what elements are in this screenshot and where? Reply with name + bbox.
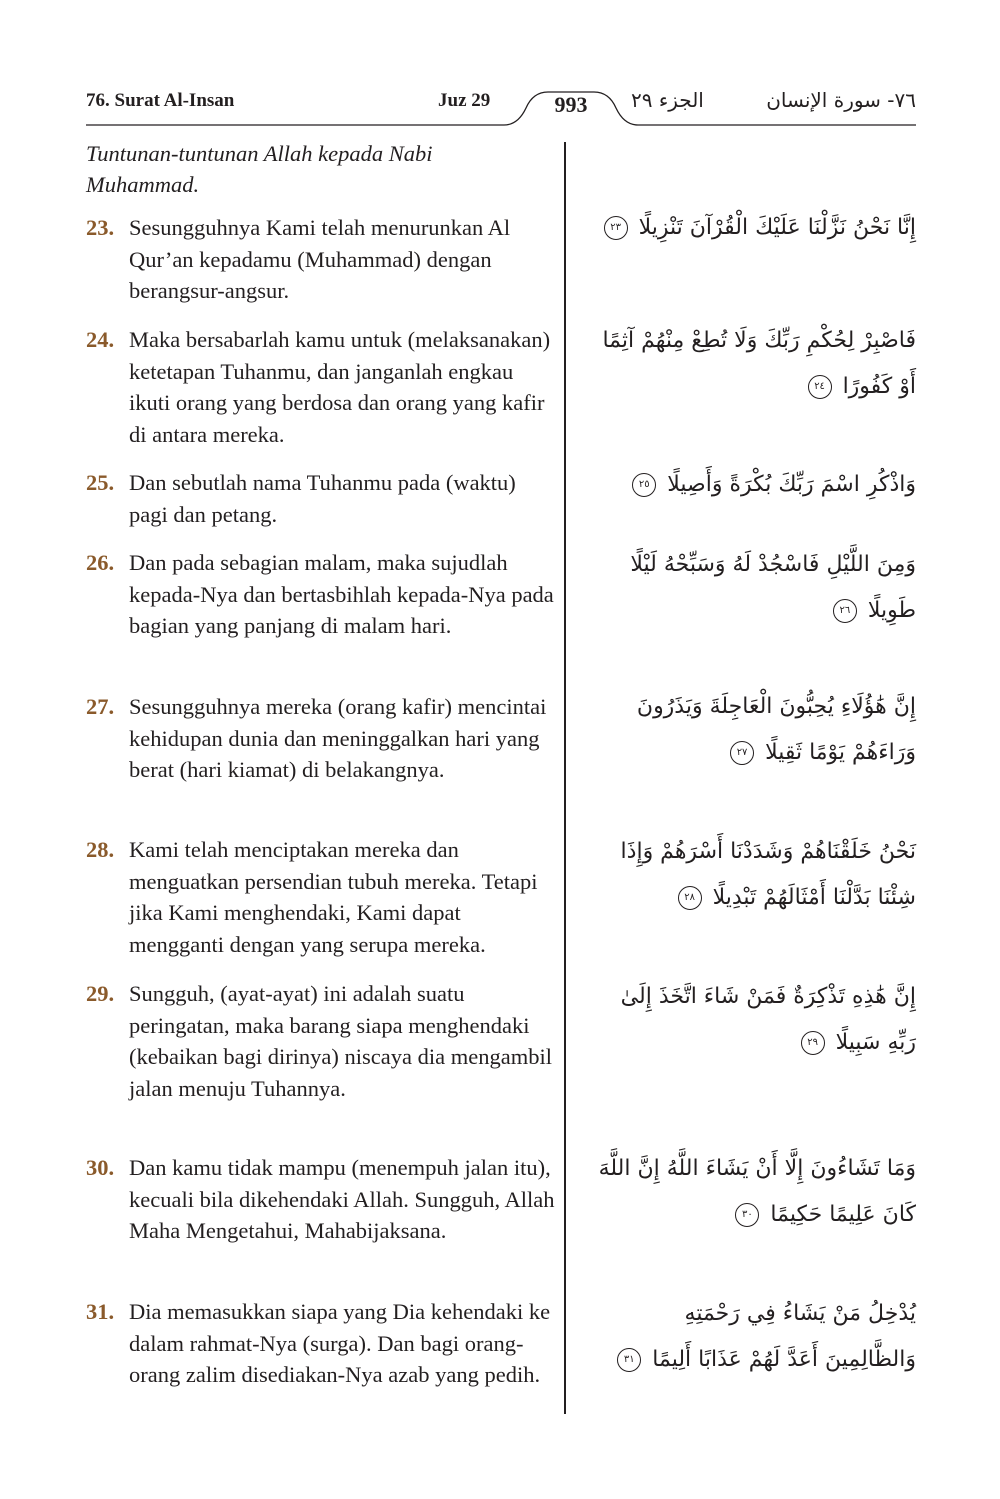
verse-translation: Dan kamu tidak mampu (menempuh jalan itu), kecuali bila dikehendaki Allah. Sungguh, Allah Maha Mengetahui, Mahabijaksana. (129, 1155, 555, 1243)
verse-number: 27. (86, 694, 115, 719)
verse-translation: Dan pada sebagian malam, maka sujudlah kepada-Nya dan bertasbihlah kepada-Nya pada bagian yang panjang di malam hari. (129, 550, 554, 638)
verse-number: 25. (86, 470, 115, 495)
verse-arabic-text: إِنَّ هَٰؤُلَاءِ يُحِبُّونَ الْعَاجِلَةَ وَيَذَرُونَ وَرَاءَهُمْ يَوْمًا ثَقِيلًا (636, 694, 916, 765)
verse-arabic (596, 1146, 916, 1238)
verse-arabic (596, 462, 916, 508)
verse-arabic (596, 829, 916, 921)
verse-arabic (596, 1291, 916, 1383)
surah-title-arabic: ٧٦- سورة الإنسان (766, 88, 916, 112)
verse-arabic-text: إِنَّ هَٰذِهِ تَذْكِرَةٌ فَمَنْ شَاءَ اتَّخَذَ إِلَىٰ رَبِّهِ سَبِيلًا (620, 984, 916, 1055)
verse-arabic-text: فَاصْبِرْ لِحُكْمِ رَبِّكَ وَلَا تُطِعْ مِنْهُمْ آثِمًا أَوْ كَفُورًا (602, 328, 916, 399)
ayah-end-marker: ٢٥ (632, 473, 656, 497)
page-header (86, 88, 916, 128)
section-heading: Tuntunan-tuntunan Allah kepada Nabi Muhammad. (86, 141, 433, 197)
juz-label-latin: Juz 29 (438, 90, 491, 111)
ayah-end-marker: ٣٠ (735, 1203, 759, 1227)
ayah-end-marker: ٢٧ (730, 741, 754, 765)
verse-number: 31. (86, 1299, 115, 1324)
verse-translation: Sungguh, (ayat-ayat) ini adalah suatu peringatan, maka barang siapa menghendaki (kebaikan bagi dirinya) niscaya dia mengambil jalan menuju Tuhannya. (129, 981, 552, 1101)
verse-translation: Sesungguhnya mereka (orang kafir) mencintai kehidupan dunia dan meninggalkan hari yang berat (hari kiamat) di belakangnya. (129, 694, 547, 782)
verse-arabic (596, 974, 916, 1066)
verse-arabic-text: وَاذْكُرِ اسْمَ رَبِّكَ بُكْرَةً وَأَصِيلًا (667, 472, 916, 497)
verse-arabic-text: إِنَّا نَحْنُ نَزَّلْنَا عَلَيْكَ الْقُرْآنَ تَنْزِيلًا (638, 215, 916, 240)
ayah-end-marker: ٢٩ (801, 1031, 825, 1055)
verse-arabic-text: وَمَا تَشَاءُونَ إِلَّا أَنْ يَشَاءَ اللَّهُ إِنَّ اللَّهَ كَانَ عَلِيمًا حَكِيمًا (598, 1156, 916, 1227)
column-divider (564, 142, 566, 1414)
ayah-end-marker: ٢٣ (604, 216, 628, 240)
verse-translation: Maka bersabarlah kamu untuk (melaksanakan) ketetapan Tuhanmu, dan janganlah engkau ikuti orang yang berdosa dan orang yang kafir di antara mereka. (129, 327, 551, 447)
ayah-end-marker: ٢٨ (678, 886, 702, 910)
verse-translation: Kami telah menciptakan mereka dan menguatkan persendian tubuh mereka. Tetapi jika Kami menghendaki, Kami dapat mengganti dengan yang serupa mereka. (129, 837, 538, 957)
verse-translation: Dia memasukkan siapa yang Dia kehendaki ke dalam rahmat-Nya (surga). Dan bagi orang-orang zalim disediakan-Nya azab yang pedih. (129, 1299, 551, 1387)
verse-arabic-text: يُدْخِلُ مَنْ يَشَاءُ فِي رَحْمَتِهِ وَالظَّالِمِينَ أَعَدَّ لَهُمْ عَذَابًا أَلِيمًا (652, 1301, 916, 1372)
verse-arabic-text: وَمِنَ اللَّيْلِ فَاسْجُدْ لَهُ وَسَبِّحْهُ لَيْلًا طَوِيلًا (630, 552, 916, 623)
ayah-end-marker: ٢٤ (808, 375, 832, 399)
verse-number: 23. (86, 215, 115, 240)
verse-translation: Dan sebutlah nama Tuhanmu pada (waktu) pagi dan petang. (129, 470, 516, 527)
verse-number: 28. (86, 837, 115, 862)
verse-arabic-text: نَحْنُ خَلَقْنَاهُمْ وَشَدَدْنَا أَسْرَهُمْ وَإِذَا شِئْنَا بَدَّلْنَا أَمْثَالَهُمْ تَبْدِيلًا (620, 839, 916, 910)
verse-number: 30. (86, 1155, 115, 1180)
verse-arabic (596, 684, 916, 776)
page-number: 993 (554, 92, 588, 117)
ayah-end-marker: ٢٦ (833, 599, 857, 623)
verse-arabic (596, 205, 916, 251)
verse-arabic (596, 318, 916, 410)
surah-title-latin: 76. Surat Al-Insan (86, 90, 235, 111)
verse-number: 29. (86, 981, 115, 1006)
ayah-end-marker: ٣١ (617, 1348, 641, 1372)
juz-label-arabic: الجزء ٢٩ (631, 88, 704, 112)
verse-translation: Sesungguhnya Kami telah menurunkan Al Qur’an kepadamu (Muhammad) dengan berangsur-angsur. (129, 215, 511, 303)
verse-number: 24. (86, 327, 115, 352)
verse-arabic (596, 542, 916, 634)
verse-number: 26. (86, 550, 115, 575)
